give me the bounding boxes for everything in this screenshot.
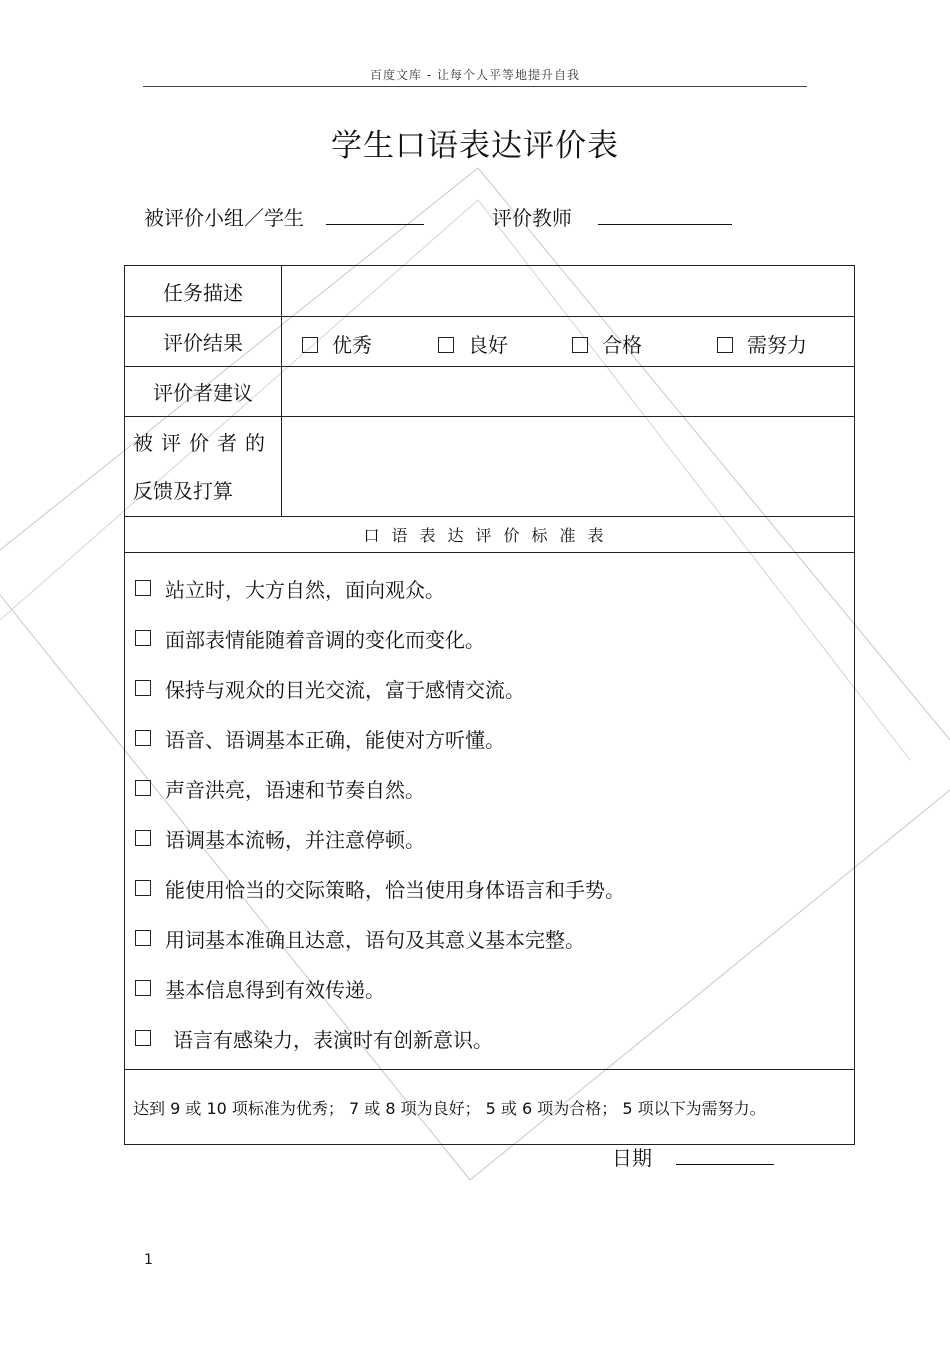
teacher-blank[interactable] (598, 204, 732, 225)
checkbox-icon[interactable] (135, 980, 151, 996)
header-divider (143, 86, 807, 87)
criterion-item: 能使用恰当的交际策略，恰当使用身体语言和手势。 (125, 863, 854, 913)
page-header: 百度文库 - 让每个人平等地提升自我 (370, 68, 580, 82)
advice-label: 评价者建议 (125, 367, 282, 417)
criteria-list (125, 553, 855, 1070)
checkbox-icon[interactable] (135, 580, 151, 596)
criterion-item: 基本信息得到有效传递。 (125, 963, 854, 1013)
criterion-item: 声音洪亮，语速和节奏自然。 (125, 763, 854, 813)
result-options (282, 317, 855, 367)
task-field[interactable] (282, 266, 855, 317)
checkbox-icon[interactable] (135, 1030, 151, 1046)
feedback-field[interactable] (282, 417, 855, 517)
criterion-item: 站立时，大方自然，面向观众。 (125, 563, 854, 613)
criterion-item: 语音、语调基本正确，能使对方听懂。 (125, 713, 854, 763)
option-good[interactable]: 良好 (438, 329, 508, 358)
checkbox-icon[interactable] (302, 337, 318, 353)
advice-field[interactable] (282, 367, 855, 417)
checkbox-icon[interactable] (438, 337, 454, 353)
group-field (144, 202, 424, 231)
teacher-field (492, 202, 732, 231)
checkbox-icon[interactable] (135, 680, 151, 696)
criterion-item: 面部表情能随着音调的变化而变化。 (125, 613, 854, 663)
standards-title: 口语表达评价标准表 (125, 517, 855, 553)
checkbox-icon[interactable] (135, 780, 151, 796)
group-label: 被评价小组／学生 (144, 206, 304, 230)
option-pass[interactable]: 合格 (572, 329, 642, 358)
checkbox-icon[interactable] (135, 880, 151, 896)
grading-summary: 达到 9 或 10 项标准为优秀； 7 或 8 项为良好； 5 或 6 项为合格； 5 项以下为需努力。 (125, 1070, 855, 1145)
date-field (612, 1142, 774, 1171)
checkbox-icon[interactable] (572, 337, 588, 353)
criterion-item: 用词基本准确且达意，语句及其意义基本完整。 (125, 913, 854, 963)
criterion-item: 语调基本流畅，并注意停顿。 (125, 813, 854, 863)
group-blank[interactable] (326, 204, 424, 225)
evaluation-table (124, 265, 855, 1145)
page-number: 1 (144, 1252, 153, 1268)
page-title: 学生口语表达评价表 (331, 128, 619, 164)
checkbox-icon[interactable] (135, 830, 151, 846)
checkbox-icon[interactable] (135, 930, 151, 946)
checkbox-icon[interactable] (135, 730, 151, 746)
result-label: 评价结果 (125, 317, 282, 367)
criterion-item: 语言有感染力，表演时有创新意识。 (125, 1013, 854, 1063)
checkbox-icon[interactable] (717, 337, 733, 353)
date-label: 日期 (612, 1146, 652, 1170)
task-label: 任务描述 (125, 266, 282, 317)
option-needs-effort[interactable]: 需努力 (717, 329, 807, 358)
criterion-item: 保持与观众的目光交流，富于感情交流。 (125, 663, 854, 713)
date-blank[interactable] (676, 1144, 774, 1165)
checkbox-icon[interactable] (135, 630, 151, 646)
feedback-label: 被评价者的 反馈及打算 (125, 417, 282, 517)
option-excellent[interactable]: 优秀 (302, 329, 372, 358)
teacher-label: 评价教师 (492, 206, 572, 230)
